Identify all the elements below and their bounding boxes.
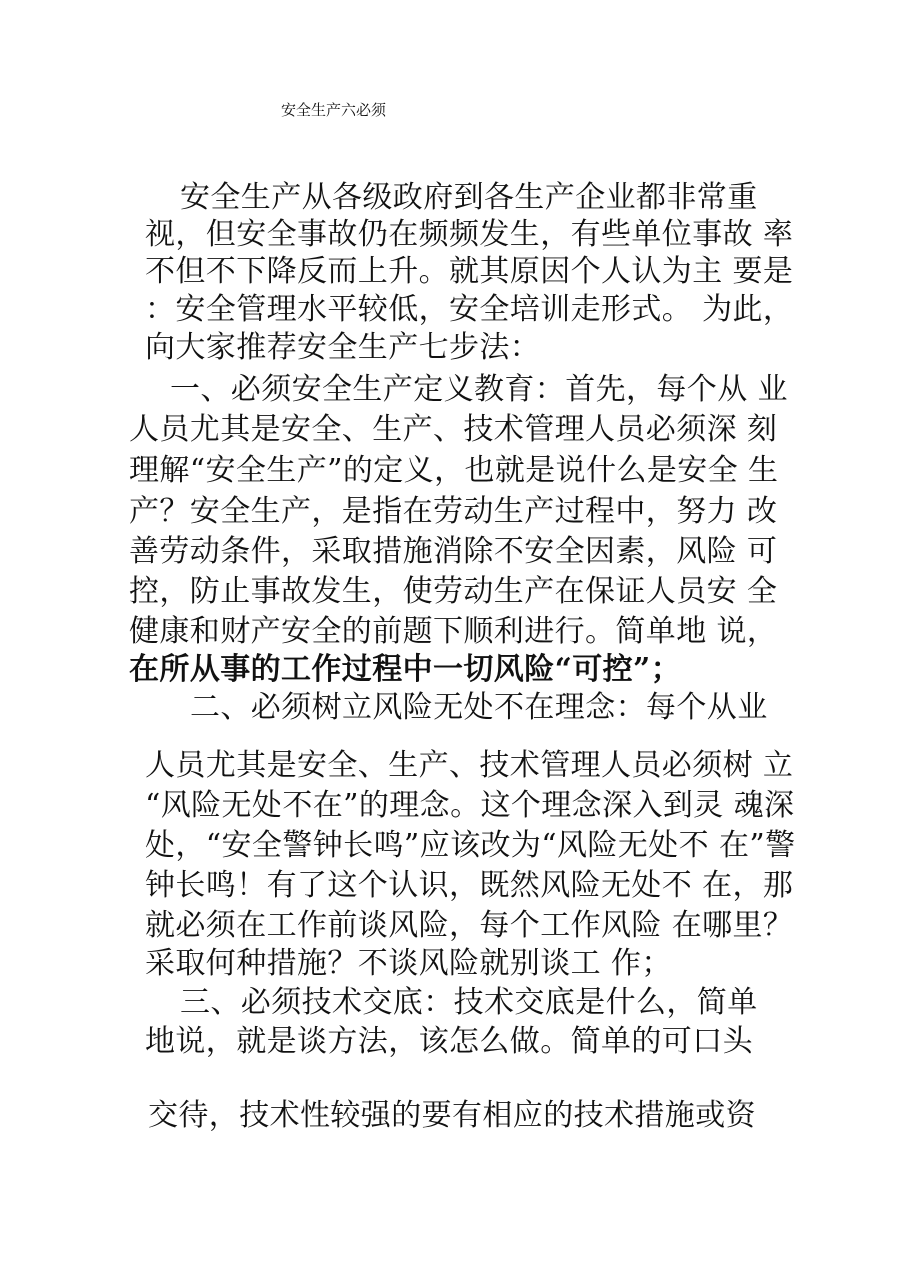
paragraph-line-bold: 在所从事的工作过程中一切风险“可控”； [129, 652, 682, 687]
paragraph-line: 一、必须安全生产定义教育：首先，每个从 业 [170, 372, 788, 407]
paragraph-line: “风险无处不在”的理念。这个理念深入到灵 魂深 [145, 788, 795, 823]
paragraph-line: 视，但安全事故仍在频频发生，有些单位事故 率 [145, 217, 794, 252]
paragraph-line: 控，防止事故发生，使劳动生产在保证人员安 全 [129, 574, 778, 609]
paragraph-line: 二、必须树立风险无处不在理念：每个从业 [190, 690, 768, 725]
paragraph-line: 地说，就是谈方法，该怎么做。简单的可口头 [145, 1024, 753, 1059]
paragraph-line: 不但不下降反而上升。就其原因个人认为主 要是 [145, 254, 794, 289]
paragraph-line: 交待，技术性较强的要有相应的技术措施或资 [148, 1098, 756, 1133]
paragraph-line: 健康和财产安全的前题下顺利进行。简单地 说， [129, 614, 778, 649]
paragraph-line: ：安全管理水平较低，安全培训走形式。 为此， [145, 292, 794, 327]
paragraph-line: 理解“安全生产”的定义，也就是说什么是安全 生 [129, 453, 779, 488]
paragraph-line: 人员尤其是安全、生产、技术管理人员必须深 刻 [129, 412, 778, 447]
paragraph-line: 产？安全生产，是指在劳动生产过程中，努力 改 [129, 494, 778, 529]
document-title: 安全生产六必须 [281, 101, 387, 119]
paragraph-line: 安全生产从各级政府到各生产企业都非常重 [180, 180, 758, 215]
paragraph-line: 向大家推荐安全生产七步法： [145, 330, 541, 365]
paragraph-line: 善劳动条件，采取措施消除不安全因素，风险 可 [129, 534, 778, 569]
paragraph-line: 就必须在工作前谈风险，每个工作风险 在哪里？ [145, 908, 794, 943]
paragraph-line: 采取何种措施？不谈风险就别谈工 作； [145, 946, 672, 981]
paragraph-line: 人员尤其是安全、生产、技术管理人员必须树 立 [145, 748, 794, 783]
paragraph-line: 三、必须技术交底：技术交底是什么，简单 [180, 985, 758, 1020]
paragraph-line: 处，“安全警钟长鸣”应该改为“风险无处不 在”警 [145, 828, 796, 863]
paragraph-line: 钟长鸣！有了这个认识，既然风险无处不 在，那 [145, 868, 794, 903]
